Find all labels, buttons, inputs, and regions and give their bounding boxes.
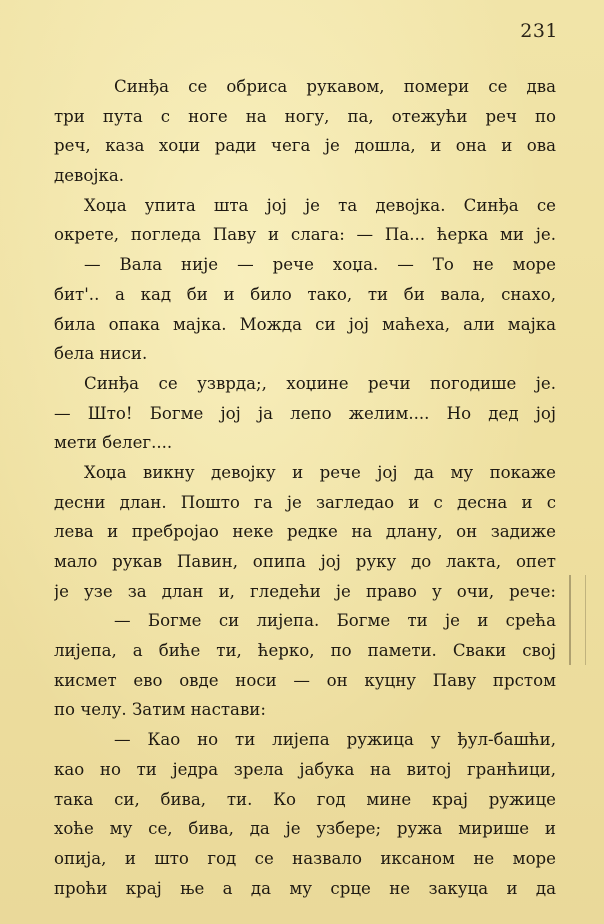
text-line: мети белег.... — [54, 433, 173, 453]
text-line: Хоџа упита шта јој је та девојка. Синђа се — [84, 195, 556, 215]
text-line: као но ти једра зрела јабука на витој гранћици, — [54, 759, 556, 779]
text-line: опија, и што год се назвало иксаном не море — [54, 848, 556, 868]
text-line: реч, каза хоџи ради чега је дошла, и она и ова — [54, 136, 556, 156]
text-line: — Богме си лијепа. Богме ти је и срећа — [114, 611, 556, 631]
text-line: окрете, погледа Паву и слага: — Па... ћерка ми је. — [54, 225, 556, 245]
text-line: је узе за длан и, гледећи је право у очи, рече: — [54, 581, 556, 601]
text-line: Синђа се обриса рукавом, помери се два — [114, 77, 556, 96]
text-line: мало рукав Павин, опипа јој руку до лакта, опет — [54, 552, 556, 571]
text-line: Хоџа викну девојку и рече јој да му покаже — [84, 462, 556, 482]
text-line: три пута с ноге на ногу, па, отежући реч по — [54, 106, 556, 126]
text-line: по челу. Затим настави: — [54, 700, 266, 720]
text-line: кисмет ево овде носи — он куцну Паву прстом — [54, 670, 556, 690]
text-line: — Као но ти лијепа ружица у ђул-башћи, — [114, 730, 556, 750]
text-line: проћи крај ње а да му срце не закуца и да — [54, 878, 556, 898]
text-line: бела ниси. — [54, 344, 148, 364]
text-line: бит'.. а кад би и било тако, ти би вала, снахо, — [54, 284, 556, 304]
body-text — [54, 72, 556, 903]
text-line: лијепа, а биће ти, ћерко, по памети. Сваки свој — [54, 641, 556, 661]
text-line: лева и пребројао неке редке на длану, он задиже — [54, 522, 556, 542]
text-line: била опака мајка. Можда си јој маћеха, али мајка — [54, 314, 556, 334]
text-line: Синђа се узврда;, хоџине речи погодише је. — [84, 373, 556, 393]
text-line: — Вала није — рече хоџа. — То не море — [84, 255, 556, 275]
page-edge-mark — [569, 575, 586, 665]
text-line: — Што! Богме јој ја лепо желим.... Но дед јој — [54, 403, 556, 423]
text-line: хоће му се, бива, да је узбере; ружа мирише и — [54, 819, 556, 839]
text-line: така си, бива, ти. Ко год мине крај ружице — [54, 789, 556, 809]
text-line: девојка. — [54, 166, 125, 186]
text-line: десни длан. Пошто га је загледао и с десна и с — [54, 492, 556, 512]
page-number: 231 — [520, 20, 558, 42]
